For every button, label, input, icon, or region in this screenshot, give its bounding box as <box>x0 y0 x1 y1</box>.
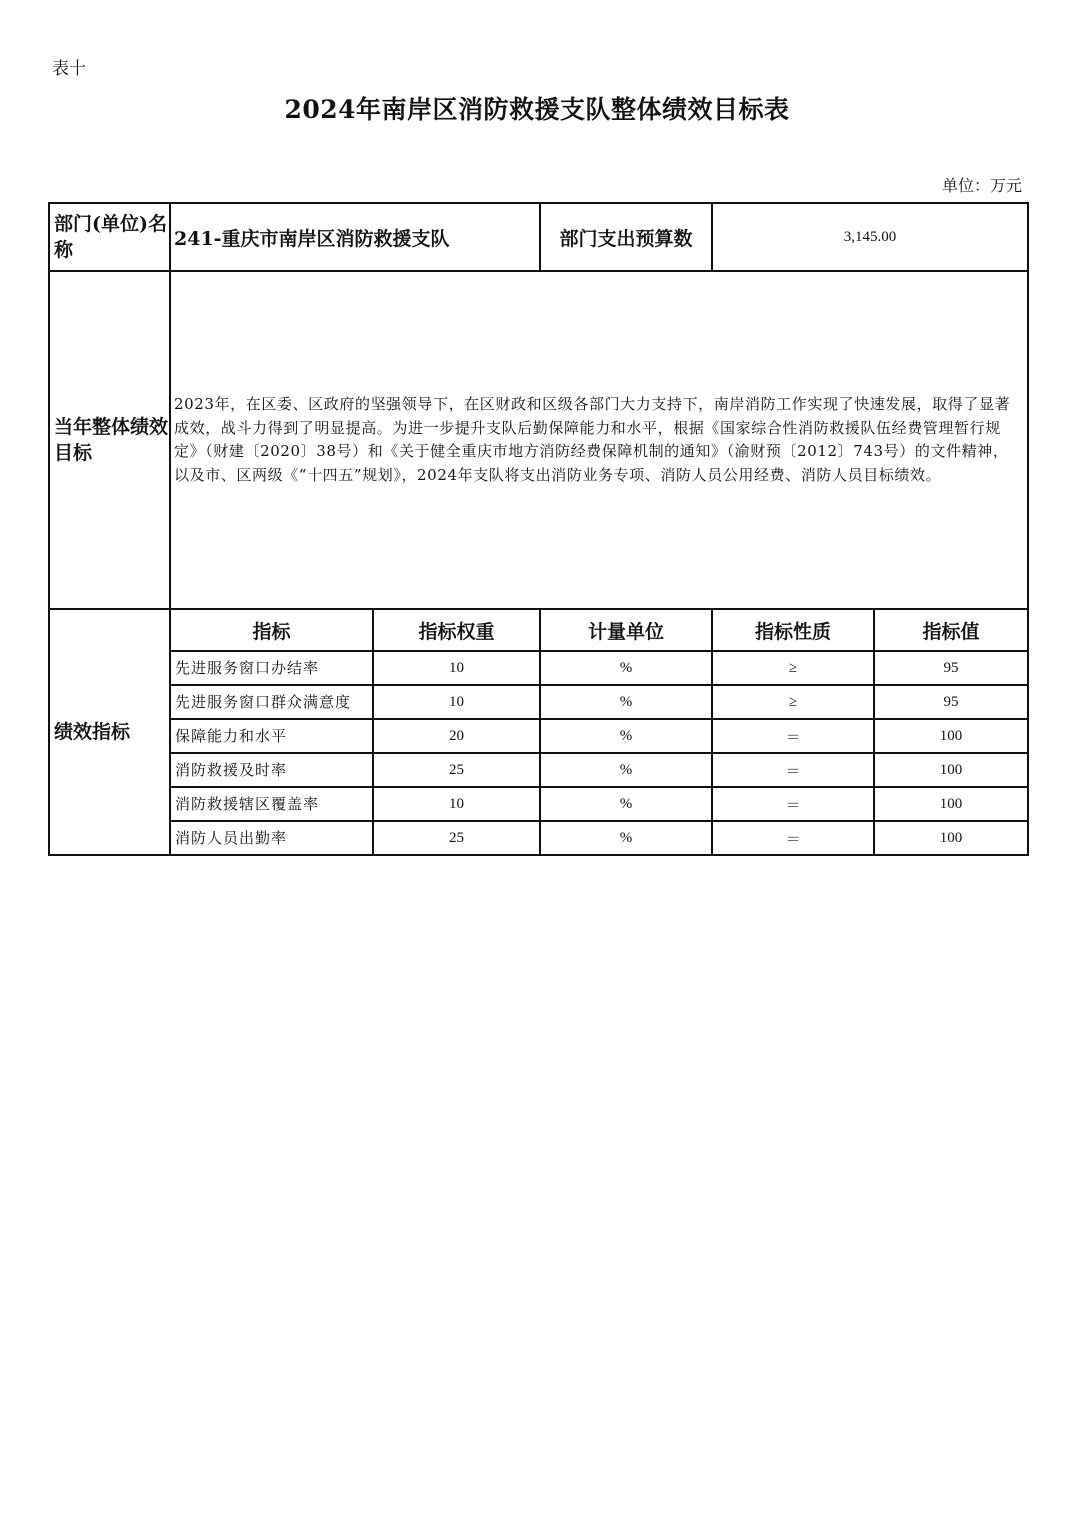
indicator-weight: 10 <box>373 685 540 719</box>
indicator-nature: ≥ <box>712 685 874 719</box>
indicator-name: 消防救援及时率 <box>175 761 288 779</box>
dept-name: 241-重庆市南岸区消防救援支队 <box>170 203 540 271</box>
indicator-weight: 25 <box>373 821 540 855</box>
table-row <box>49 685 1028 719</box>
table-row <box>49 719 1028 753</box>
indicator-nature: ＝ <box>712 787 874 821</box>
table-row <box>49 753 1028 787</box>
dept-label: 部门(单位)名称 <box>49 203 170 271</box>
budget-value: 3,145.00 <box>712 203 1028 271</box>
col-header-unit: 计量单位 <box>540 609 712 651</box>
col-header-indicator: 指标 <box>170 609 373 651</box>
indicator-unit: % <box>540 821 712 855</box>
goal-label: 当年整体绩效目标 <box>49 271 170 609</box>
indicator-value: 100 <box>874 719 1028 753</box>
performance-table <box>48 202 1029 856</box>
table-row <box>49 787 1028 821</box>
indicator-unit: % <box>540 787 712 821</box>
indicator-name: 保障能力和水平 <box>175 727 288 745</box>
budget-label: 部门支出预算数 <box>540 203 712 271</box>
table-row <box>49 821 1028 855</box>
indicator-value: 100 <box>874 787 1028 821</box>
indicator-unit: % <box>540 685 712 719</box>
indicator-name: 消防救援辖区覆盖率 <box>175 795 320 813</box>
table-number: 表十 <box>52 59 86 79</box>
col-header-weight: 指标权重 <box>373 609 540 651</box>
page-title: 2024年南岸区消防救援支队整体绩效目标表 <box>284 95 790 124</box>
indicator-unit: % <box>540 753 712 787</box>
indicator-weight: 25 <box>373 753 540 787</box>
indicator-nature: ＝ <box>712 821 874 855</box>
unit-note: 单位：万元 <box>941 176 1022 195</box>
indicator-weight: 10 <box>373 787 540 821</box>
goal-text: 2023年，在区委、区政府的坚强领导下，在区财政和区级各部门大力支持下，南岸消防工作实现了快速发展，取得了显著成效，战斗力得到了明显提高。为进一步提升支队后勤保障能力和水平，根据《国家综合性消防救援队伍经费管理暂行规定》（财建〔2020〕38号）和《关于健全重庆市地方消防经费保障机制的通知》（渝财预〔2012〕743号）的文件精神，以及市、区两级《“十四五”规划》，2024年支队将支出消防业务专项、消防人员公用经费、消防人员目标绩效。 <box>170 271 1028 609</box>
indicator-nature: ＝ <box>712 753 874 787</box>
indicator-unit: % <box>540 651 712 685</box>
indicator-value: 95 <box>874 651 1028 685</box>
goal-row <box>49 271 1028 609</box>
indicator-name: 先进服务窗口群众满意度 <box>175 693 352 711</box>
col-header-nature: 指标性质 <box>712 609 874 651</box>
indicator-nature: ＝ <box>712 719 874 753</box>
indicator-value: 100 <box>874 753 1028 787</box>
indicator-name: 先进服务窗口办结率 <box>175 659 320 677</box>
indicator-value: 100 <box>874 821 1028 855</box>
indicator-nature: ≥ <box>712 651 874 685</box>
department-row <box>49 203 1028 271</box>
col-header-value: 指标值 <box>874 609 1028 651</box>
indicator-unit: % <box>540 719 712 753</box>
indicator-header-row <box>49 609 1028 651</box>
table-row <box>49 651 1028 685</box>
indicator-weight: 20 <box>373 719 540 753</box>
indicator-value: 95 <box>874 685 1028 719</box>
indicators-label: 绩效指标 <box>49 609 170 855</box>
indicator-name: 消防人员出勤率 <box>175 829 288 847</box>
indicator-weight: 10 <box>373 651 540 685</box>
